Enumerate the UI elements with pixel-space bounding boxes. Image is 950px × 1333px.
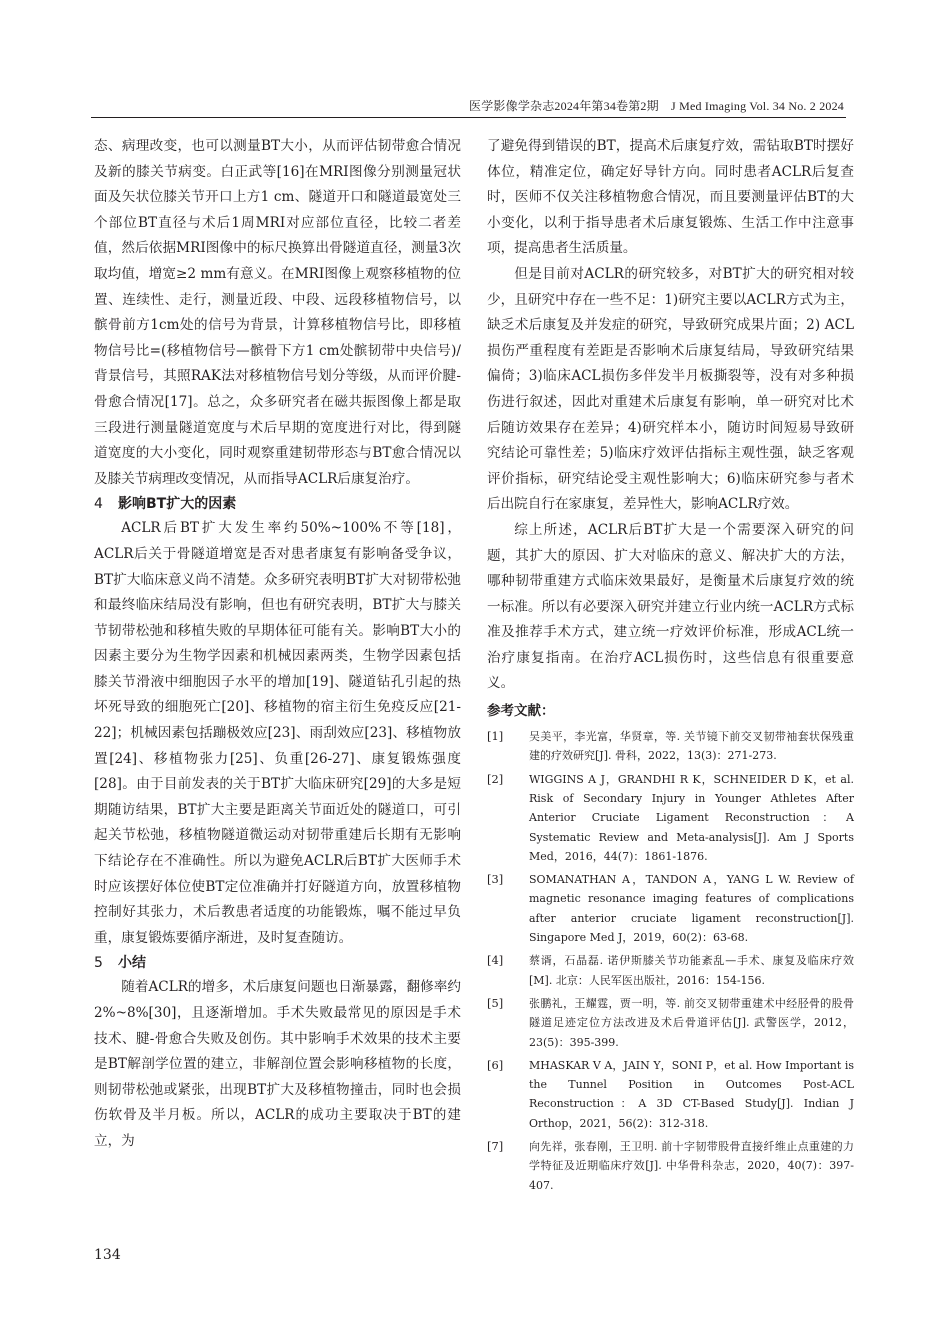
reference-text: 蔡谞，石晶磊. 诺伊斯膝关节功能紊乱—手术、康复及临床疗效[M]. 北京：人民军医出版社，2016：154-156. xyxy=(529,954,854,987)
reference-number: [2] xyxy=(487,771,504,786)
reference-number: [3] xyxy=(487,872,504,887)
reference-number: [1] xyxy=(487,729,504,744)
left-paragraph-1: 态、病理改变，也可以测量BT大小，从而评估韧带愈合情况及新的膝关节病变。白正武等[16]在MRI图像分别测量冠状面及矢状位膝关节开口上方1 cm、隧道开口和隧道最宽处三个部位BT直径与术后1周MRI对应部位直径，比较二者差值，然后依据MRI图像中的标尺换算出骨隧道直径，测量3次取均值，增宽≥2 mm有意义。在MRI图像上观察移植物的位置、连续性、走行，测量近段、中段、远段移植物信号，以髌骨前方1cm处的信号为背景，计算移植物信号比，即移植物信号比=(移植物信号—髌骨下方1 cm处髌韧带中央信号)/背景信号，其照RAK法对移植物信号划分等级，从而评价腱-骨愈合情况[17]。总之，众多研究者在磁共振图像上都是取三段进行测量隧道宽度与术后早期的宽度进行对比，得到隧道宽度的大小变化，同时观察重建韧带形态与BT愈合情况以及膝关节病理改变情况，从而指导ACLR后康复治疗。 xyxy=(94,138,461,487)
running-header: 医学影像学杂志2024年第34卷第2期 J Med Imaging Vol. 34 No. 2 2024 xyxy=(469,99,844,113)
reference-text: 吴美平，李光富，华贤章，等. 关节镜下前交叉韧带袖套状保残重建的疗效研究[J]. 骨科，2022，13(3)：271-273. xyxy=(529,730,854,763)
left-paragraph-3: 随着ACLR的增多，术后康复问题也日渐暴露，翻修率约2%~8%[30]，且逐渐增加。手术失败最常见的原因是手术技术、腱-骨愈合失败及创伤。其中影响手术效果的技术主要是BT解剖学位置的建立，非解剖位置会影响移植物的长度，则韧带松弛或紧张，出现BT扩大及移植物撞击，同时也会损伤软骨及半月板。所以，ACLR的成功主要取决于BT的建立，为 xyxy=(94,979,461,1149)
section-5-number: 5 xyxy=(94,955,103,972)
reference-item xyxy=(487,994,854,1052)
section-5-heading xyxy=(94,951,461,975)
reference-number: [5] xyxy=(487,995,504,1010)
left-paragraph-2: ACLR后BT扩大发生率约50%~100%不等[18]，ACLR后关于骨隧道增宽是否对患者康复有影响备受争议，BT扩大临床意义尚不清楚。众多研究表明BT扩大对韧带松弛和最终临床结局没有影响，但也有研究表明，BT扩大与膝关节韧带松弛和移植失败的早期体征可能有关。影响BT大小的因素主要分为生物学因素和机械因素两类，生物学因素包括膝关节滑液中细胞因子水平的增加[19]、隧道钻孔引起的热坏死导致的细胞死亡[20]、移植物的宿主衍生免疫反应[21-22]；机械因素包括蹦极效应[23]、雨刮效应[23]、移植物放置[24]、移植物张力[25]、负重[26-27]、康复锻炼强度[28]。由于目前发表的关于BT扩大临床研究[29]的大多是短期随访结果，BT扩大主要是距离关节面近处的隧道口，可引起关节松弛，移植物隧道微运动对韧带重建后长期有无影响下结论存在不准确性。所以为避免ACLR后BT扩大医师手术时应该摆好体位使BT定位准确并打好隧道方向，放置移植物控制好其张力，术后教患者适度的功能锻炼，嘱不能过早负重，康复锻炼要循序渐进，及时复查随访。 xyxy=(94,520,461,946)
reference-text: 向先祥，张春刚，王卫明. 前十字韧带股骨直接纤维止点重建的力学特征及近期临床疗效[J]. 中华骨科杂志，2020，40(7)：397-407. xyxy=(529,1140,854,1192)
left-column xyxy=(94,134,461,1155)
right-paragraph-1: 了避免得到错误的BT，提高术后康复疗效，需钻取BT时摆好体位，精准定位，确定好导针方向。同时患者ACLR后复查时，医师不仅关注移植物愈合情况，而且要测量评估BT的大小变化，以利于指导患者术后康复锻炼、生活工作中注意事项，提高患者生活质量。 xyxy=(487,138,854,257)
reference-text: WIGGINS A J，GRANDHI R K，SCHNEIDER D K，et al. Risk of Secondary Injury in Younger Athletes After Anterior Cruciate Ligament Reconstruction：A Systematic Review and Meta-analysis[J]. Am J Sports Med，2016，44(7)：1861-1876. xyxy=(529,772,854,863)
header-rule xyxy=(91,117,846,118)
section-4-title: 影响BT扩大的因素 xyxy=(118,496,237,513)
reference-list xyxy=(487,727,854,1195)
reference-item xyxy=(487,727,854,766)
reference-item xyxy=(487,1056,854,1133)
right-paragraph-2: 但是目前对ACLR的研究较多，对BT扩大的研究相对较少，且研究中存在一些不足：1)研究主要以ACLR方式为主，缺乏术后康复及并发症的研究，导致研究成果片面；2) ACL损伤严重程度有差距是否影响术后康复结局，导致研究结果偏倚；3)临床ACL损伤多伴发半月板撕裂等，没有对多种损伤进行叙述，因此对重建术后康复有影响，单一研究对比术后随访效果存在差异；4)研究样本小，随访时间短易导致研究结论可靠性差；5)临床疗效评估指标主观性强，缺乏客观评价指标，研究结论受主观性影响大；6)临床研究参与者术后出院自行在家康复，差异性大，影响ACLR疗效。 xyxy=(487,265,854,513)
section-5-title: 小结 xyxy=(118,955,146,972)
reference-text: MHASKAR V A，JAIN Y，SONI P，et al. How Important is the Tunnel Position in Outcomes Post-ACL Reconstruction：A 3D CT-Based Study[J]. Indian J Orthop，2021，56(2)：312-318. xyxy=(529,1058,854,1130)
reference-item xyxy=(487,951,854,990)
reference-item xyxy=(487,1137,854,1195)
right-column xyxy=(487,134,854,1199)
reference-number: [7] xyxy=(487,1139,504,1153)
reference-text: SOMANATHAN A，TANDON A，YANG L W. Review of magnetic resonance imaging features of complications after anterior cruciate ligament reconstruction[J]. Singapore Med J，2019，60(2)：63-68. xyxy=(529,873,854,945)
reference-text: 张鹏礼，王耀霆，贾一明，等. 前交叉韧带重建术中经胫骨的股骨隧道足迹定位方法改进及术后骨道评估[J]. 武警医学，2012，23(5)：395-399. xyxy=(529,996,854,1049)
reference-item xyxy=(487,770,854,866)
section-4-number: 4 xyxy=(94,496,103,513)
references-heading: 参考文献： xyxy=(487,703,555,720)
page-number: 134 xyxy=(94,1247,121,1263)
section-4-heading xyxy=(94,492,461,516)
right-paragraph-3: 综上所述，ACLR后BT扩大是一个需要深入研究的问题，其扩大的原因、扩大对临床的意义、解决扩大的方法，哪种韧带重建方式临床效果最好，是衡量术后康复疗效的统一标准。所以有必要深入研究并建立行业内统一ACLR方式标准及推荐手术方式，建立统一疗效评价标准，形成ACL统一治疗康复指南。在治疗ACL损伤时，这些信息有很重要意义。 xyxy=(487,521,854,692)
reference-number: [6] xyxy=(487,1057,504,1072)
reference-item xyxy=(487,870,854,947)
reference-number: [4] xyxy=(487,953,504,968)
